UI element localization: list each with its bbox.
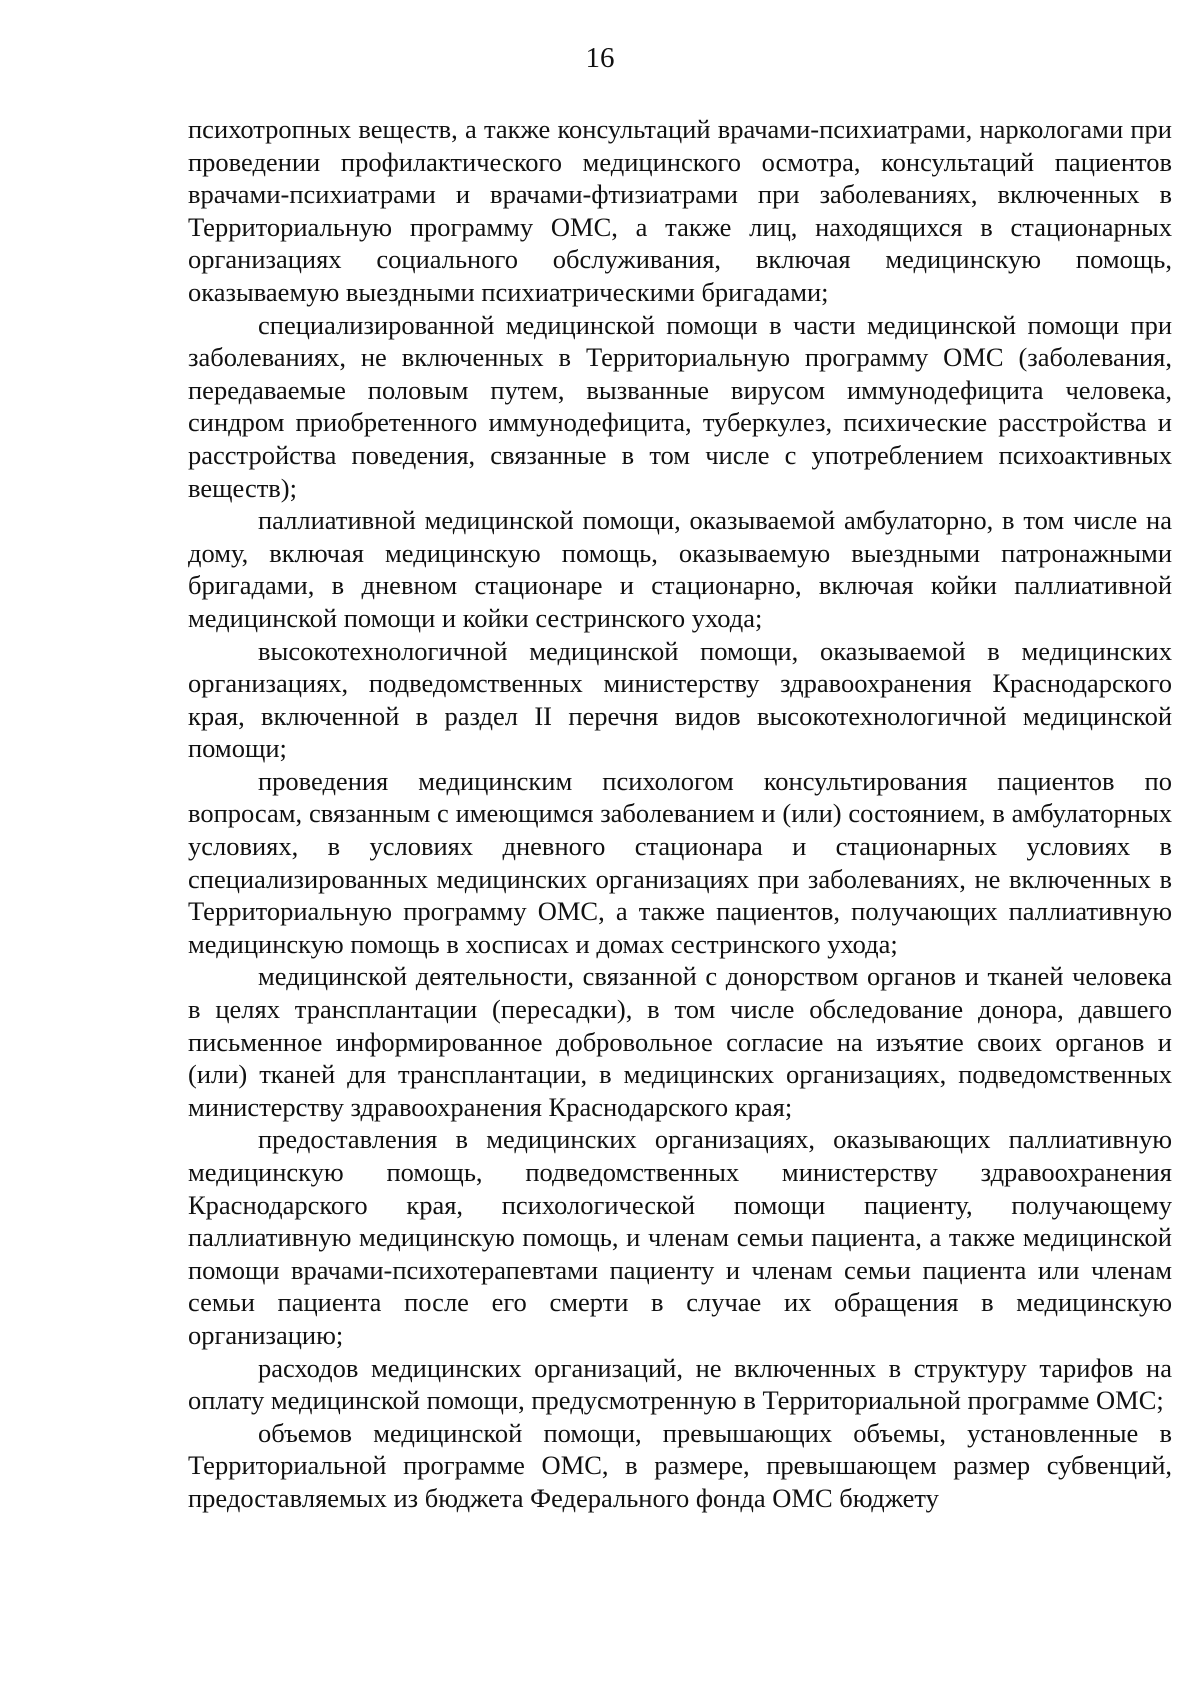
- paragraph-8: расходов медицинских организаций, не включенных в структуру тарифов на оплату медицинской помощи, предусмотренную в Территориальной программе ОМС;: [188, 1352, 1172, 1416]
- paragraph-3: паллиативной медицинской помощи, оказываемой амбулаторно, в том числе на дому, включая медицинскую помощь, оказываемую выездными патронажными бригадами, в дневном стационаре и стационарно, включая койки паллиативной медицинской помощи и койки сестринского ухода;: [188, 505, 1172, 633]
- paragraph-5: проведения медицинским психологом консультирования пациентов по вопросам, связанным с имеющимся заболеванием и (или) состоянием, в амбулаторных условиях, в условиях дневного стационара и стационарных условиях в специализированных медицинских организациях при заболеваниях, не включенных в Территориальную программу ОМС, а также пациентов, получающих паллиативную медицинскую помощь в хосписах и домах сестринского ухода;: [188, 765, 1172, 959]
- paragraph-2: специализированной медицинской помощи в части медицинской помощи при заболеваниях, не включенных в Территориальную программу ОМС (заболевания, передаваемые половым путем, вызванные вирусом иммунодефицита человека, синдром приобретенного иммунодефицита, туберкулез, психические расстройства и расстройства поведения, связанные в том числе с употреблением психоактивных веществ);: [188, 309, 1172, 503]
- paragraph-6: медицинской деятельности, связанной с донорством органов и тканей человека в целях трансплантации (пересадки), в том числе обследование донора, давшего письменное информированное добровольное согласие на изъятие своих органов и (или) тканей для трансплантации, в медицинских организациях, подведомственных министерству здравоохранения Краснодарского края;: [188, 961, 1172, 1122]
- paragraph-7: предоставления в медицинских организациях, оказывающих паллиативную медицинскую помощь, подведомственных министерству здравоохранения Краснодарского края, психологической помощи пациенту, получающему паллиативную медицинскую помощь, и членам семьи пациента, а также медицинской помощи врачами-психотерапевтами пациенту и членам семьи пациента или членам семьи пациента после его смерти в случае их обращения в медицинскую организацию;: [188, 1124, 1172, 1350]
- document-body: [188, 113, 1172, 1515]
- paragraph-4: высокотехнологичной медицинской помощи, оказываемой в медицинских организациях, подведомственных министерству здравоохранения Краснодарского края, включенной в раздел II перечня видов высокотехнологичной медицинской помощи;: [188, 635, 1172, 764]
- page-number: 16: [585, 42, 615, 74]
- paragraph-1: психотропных веществ, а также консультаций врачами-психиатрами, наркологами при проведении профилактического медицинского осмотра, консультаций пациентов врачами-психиатрами и врачами-фтизиатрами при заболеваниях, включенных в Территориальную программу ОМС, а также лиц, находящихся в стационарных организациях социального обслуживания, включая медицинскую помощь, оказываемую выездными психиатрическими бригадами;: [188, 114, 1172, 307]
- paragraph-9: объемов медицинской помощи, превышающих объемы, установленные в Территориальной программе ОМС, в размере, превышающем размер субвенций, предоставляемых из бюджета Федерального фонда ОМС бюджету: [188, 1417, 1172, 1513]
